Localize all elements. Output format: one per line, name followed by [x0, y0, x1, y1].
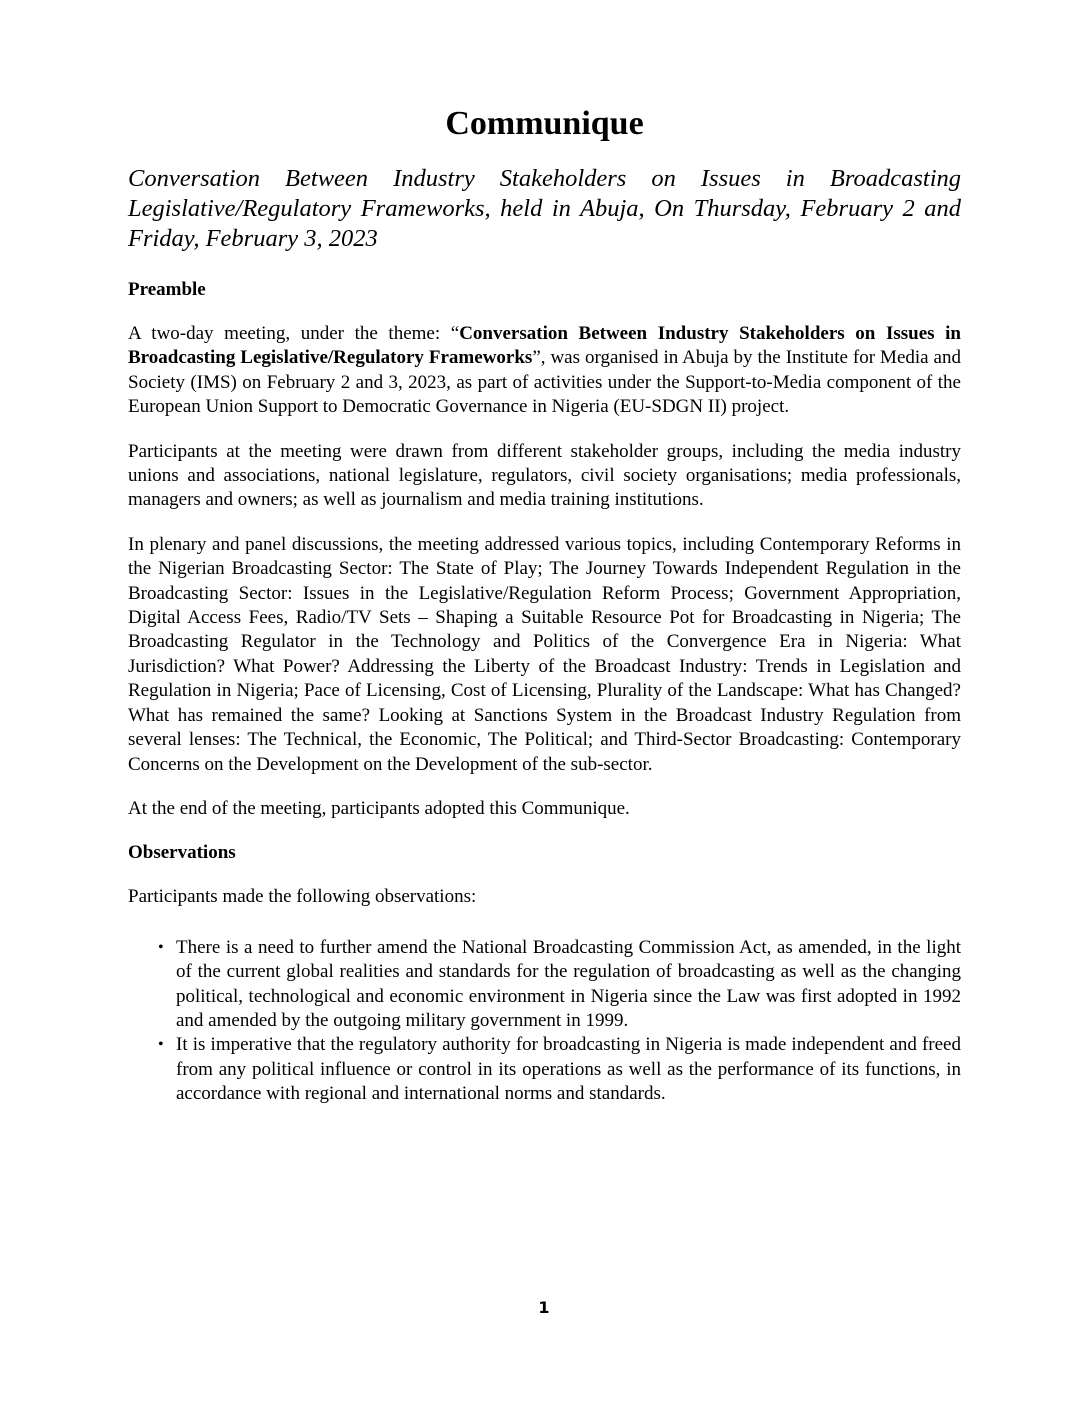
- observation-text: There is a need to further amend the National Broadcasting Commission Act, as amended, in the light of the current global realities and standards for the regulation of broadcasting as well as the changing political, technological and economic environment in Nigeria since the Law was first adopted in 1992 and amended by the outgoing military government in 1999.: [176, 936, 961, 1031]
- observations-heading: Observations: [128, 842, 236, 864]
- preamble-paragraph-3: In plenary and panel discussions, the meeting addressed various topics, including Contemporary Reforms in the Nigerian Broadcasting Sector: The State of Play; The Journey Towards Independent Regulation in the Broadcasting Sector: Issues in the Legislative/Regulation Reform Process; Government Appropriation, Digital Access Fees, Radio/TV Sets – Shaping a Suitable Resource Pot for Broadcasting in Nigeria; The Broadcasting Regulator in the Technology and Politics of the Convergence Era in Nigeria: What Jurisdiction? What Power? Addressing the Liberty of the Broadcast Industry: Trends in Legislation and Regulation in Nigeria; Pace of Licensing, Cost of Licensing, Plurality of the Landscape: What has Changed? What has remained the same? Looking at Sanctions System in the Broadcast Industry Regulation from several lenses: The Technical, the Economic, The Political; and Third-Sector Broadcasting: Contemporary Concerns on the Development on the Development of the sub-sector.: [128, 533, 961, 775]
- meeting-theme: Conversation Between Industry Stakeholders on Issues in Broadcasting Legislative/Regulatory Frameworks: [128, 323, 961, 369]
- document-title: Communique: [445, 105, 644, 142]
- bullet-icon: •: [158, 938, 164, 956]
- preamble-heading: Preamble: [128, 279, 206, 300]
- observation-text: It is imperative that the regulatory authority for broadcasting in Nigeria is made independent and freed from any political influence or control in its operations as well as the performance of its functions, in accordance with regional and international norms and standards.: [176, 1034, 961, 1105]
- page-content: [128, 100, 961, 1107]
- observations-intro: Participants made the following observations:: [128, 886, 477, 908]
- preamble-paragraph-2: Participants at the meeting were drawn from different stakeholder groups, including the media industry unions and associations, national legislature, regulators, civil society organisations; media professionals, managers and owners; as well as journalism and media training institutions.: [128, 440, 961, 511]
- observation-item: [158, 936, 961, 1034]
- preamble-paragraph-1-prefix: A two-day meeting, under the theme: “: [128, 323, 460, 344]
- page-number: 1: [538, 1298, 550, 1317]
- preamble-paragraph-1-suffix: ”, was organised in Abuja by the Institute for Media and Society (IMS) on February 2 and 3, 2023, as part of activities under the Support-to-Media component of the European Union Support to Democratic Governance in Nigeria (EU-SDGN II) project.: [128, 347, 961, 418]
- preamble-paragraph-4: At the end of the meeting, participants adopted this Communique.: [128, 797, 630, 819]
- observations-list: [128, 936, 961, 1107]
- bullet-icon: •: [158, 1036, 164, 1054]
- preamble-paragraph-1: [128, 322, 961, 420]
- document-subtitle: Conversation Between Industry Stakeholders on Issues in Broadcasting Legislative/Regulatory Frameworks, held in Abuja, On Thursday, February 2 and Friday, February 3, 2023: [128, 165, 961, 252]
- observation-item: [158, 1033, 961, 1106]
